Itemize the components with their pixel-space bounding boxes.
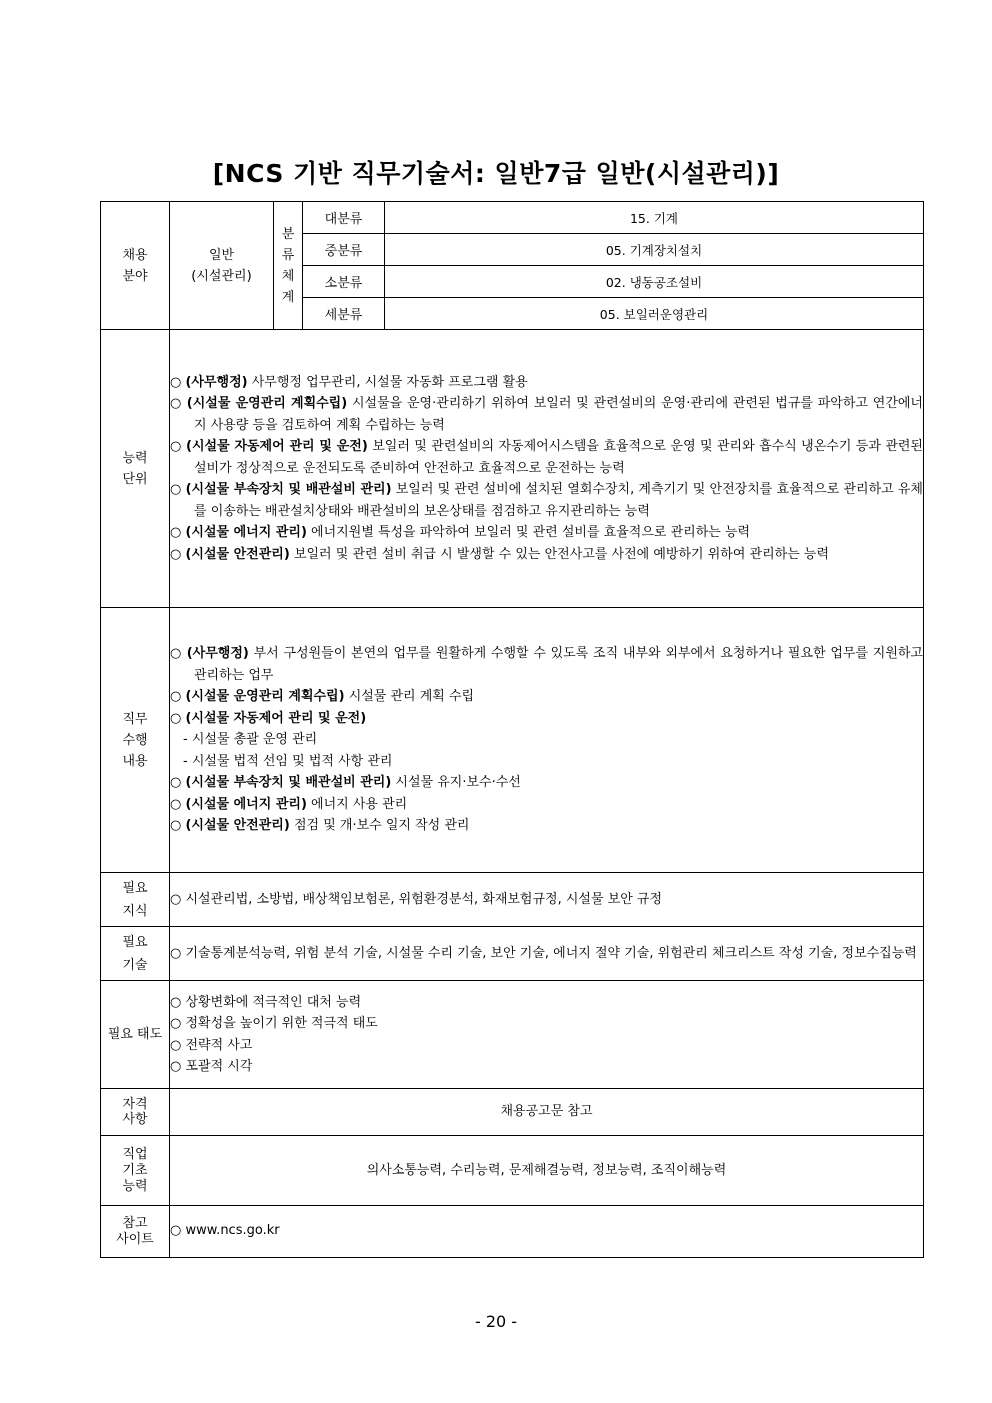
ability-unit-label: 능력 단위 xyxy=(101,330,170,608)
duty-item: ○ (시설물 운영관리 계획수립) 시설물 관리 계획 수립 xyxy=(170,689,475,705)
ability-unit-content xyxy=(170,330,924,608)
duty-item: ○ (시설물 부속장치 및 배관설비 관리) 시설물 유지·보수·수선 xyxy=(170,775,521,791)
duty-sub-item: - 시설물 법적 선임 및 법적 사항 관리 xyxy=(183,753,393,769)
page-number: - 20 - xyxy=(474,1312,518,1331)
sub-class-label: 세분류 xyxy=(303,298,385,330)
duty-item: ○ (시설물 안전관리) 점검 및 개·보수 일지 작성 관리 xyxy=(170,818,470,834)
middle-class-label: 중분류 xyxy=(303,234,385,266)
page-title: [NCS 기반 직무기술서: 일반7급 일반(시설관리)] xyxy=(212,159,780,188)
basic-ability-label: 직업 기초 능력 xyxy=(101,1136,170,1206)
basic-ability-content: 의사소통능력, 수리능력, 문제해결능력, 정보능력, 조직이해능력 xyxy=(170,1136,924,1206)
ability-item: ○ (사무행정) 사무행정 업무관리, 시설물 자동화 프로그램 활용 xyxy=(170,374,528,390)
recruit-field-value: 일반 (시설관리) xyxy=(170,202,274,330)
duty-item: ○ (시설물 자동제어 관리 및 운전) xyxy=(170,710,367,726)
ability-item: ○ (시설물 자동제어 관리 및 운전) 보일러 및 관련설비의 자동제어시스템을 효율적으로 운영 및 관리와 흡수식 냉온수기 등과 관련된 설비가 정상적으로 운전되도록 준비하여 안전하고 효율적으로 운전하는 능력 xyxy=(170,439,923,476)
sub-class-value: 05. 보일러운영관리 xyxy=(385,298,924,330)
attitude-item: ○ 정확성을 높이기 위한 적극적 태도 xyxy=(170,1016,378,1031)
job-description-table xyxy=(100,201,924,1258)
reference-site-content: ○ www.ncs.go.kr xyxy=(170,1206,924,1258)
middle-class-value: 05. 기계장치설치 xyxy=(385,234,924,266)
reference-site-label: 참고 사이트 xyxy=(101,1206,170,1258)
duty-item: ○ (시설물 에너지 관리) 에너지 사용 관리 xyxy=(170,796,408,812)
minor-class-value: 02. 냉동공조설비 xyxy=(385,266,924,298)
reference-site-link[interactable]: www.ncs.go.kr xyxy=(185,1223,280,1238)
qualification-content: 채용공고문 참고 xyxy=(170,1089,924,1136)
ability-item: ○ (시설물 안전관리) 보일러 및 관련 설비 취급 시 발생할 수 있는 안전사고를 사전에 예방하기 위하여 관리하는 능력 xyxy=(170,546,830,562)
skill-content: ○ 기술통계분석능력, 위험 분석 기술, 시설물 수리 기술, 보안 기술, 에너지 절약 기술, 위험관리 체크리스트 작성 기술, 정보수집능력 xyxy=(170,927,924,981)
duty-content-label: 직무 수행 내용 xyxy=(101,608,170,873)
ability-item: ○ (시설물 에너지 관리) 에너지원별 특성을 파악하여 보일러 및 관련 설비를 효율적으로 관리하는 능력 xyxy=(170,525,751,541)
qualification-label: 자격 사항 xyxy=(101,1089,170,1136)
attitude-item: ○ 상황변화에 적극적인 대처 능력 xyxy=(170,994,362,1010)
attitude-content xyxy=(170,981,924,1089)
major-class-label: 대분류 xyxy=(303,202,385,234)
attitude-label: 필요 태도 xyxy=(101,981,170,1089)
attitude-item: ○ 포괄적 시각 xyxy=(170,1059,253,1074)
ability-item: ○ (시설물 운영관리 계획수립) 시설물을 운영·관리하기 위하여 보일러 및 관련설비의 운영·관리에 관련된 법규를 파악하고 연간에너지 사용량 등을 검토하여 계획 수립하는 능력 xyxy=(170,396,923,433)
duty-content xyxy=(170,608,924,873)
recruit-field-label: 채용 분야 xyxy=(101,202,170,330)
ability-item: ○ (시설물 부속장치 및 배관설비 관리) 보일러 및 관련 설비에 설치된 열회수장치, 계측기기 및 안전장치를 효율적으로 관리하고 유체를 이송하는 배관설치상태와 배관설비의 보온상태를 점검하고 유지관리하는 능력 xyxy=(170,482,923,519)
duty-sub-item: - 시설물 총괄 운영 관리 xyxy=(183,732,318,748)
skill-label: 필요 기술 xyxy=(101,927,170,981)
knowledge-content: ○ 시설관리법, 소방법, 배상책임보험론, 위험환경분석, 화재보험규정, 시설물 보안 규정 xyxy=(170,873,924,927)
attitude-item: ○ 전략적 사고 xyxy=(170,1037,253,1053)
classification-system-label: 분 류 체 계 xyxy=(274,202,303,330)
major-class-value: 15. 기계 xyxy=(385,202,924,234)
minor-class-label: 소분류 xyxy=(303,266,385,298)
duty-item: ○ (사무행정) 부서 구성원들이 본연의 업무를 원활하게 수행할 수 있도록 조직 내부와 외부에서 요청하거나 필요한 업무를 지원하고 관리하는 업무 xyxy=(170,646,923,683)
knowledge-label: 필요 지식 xyxy=(101,873,170,927)
